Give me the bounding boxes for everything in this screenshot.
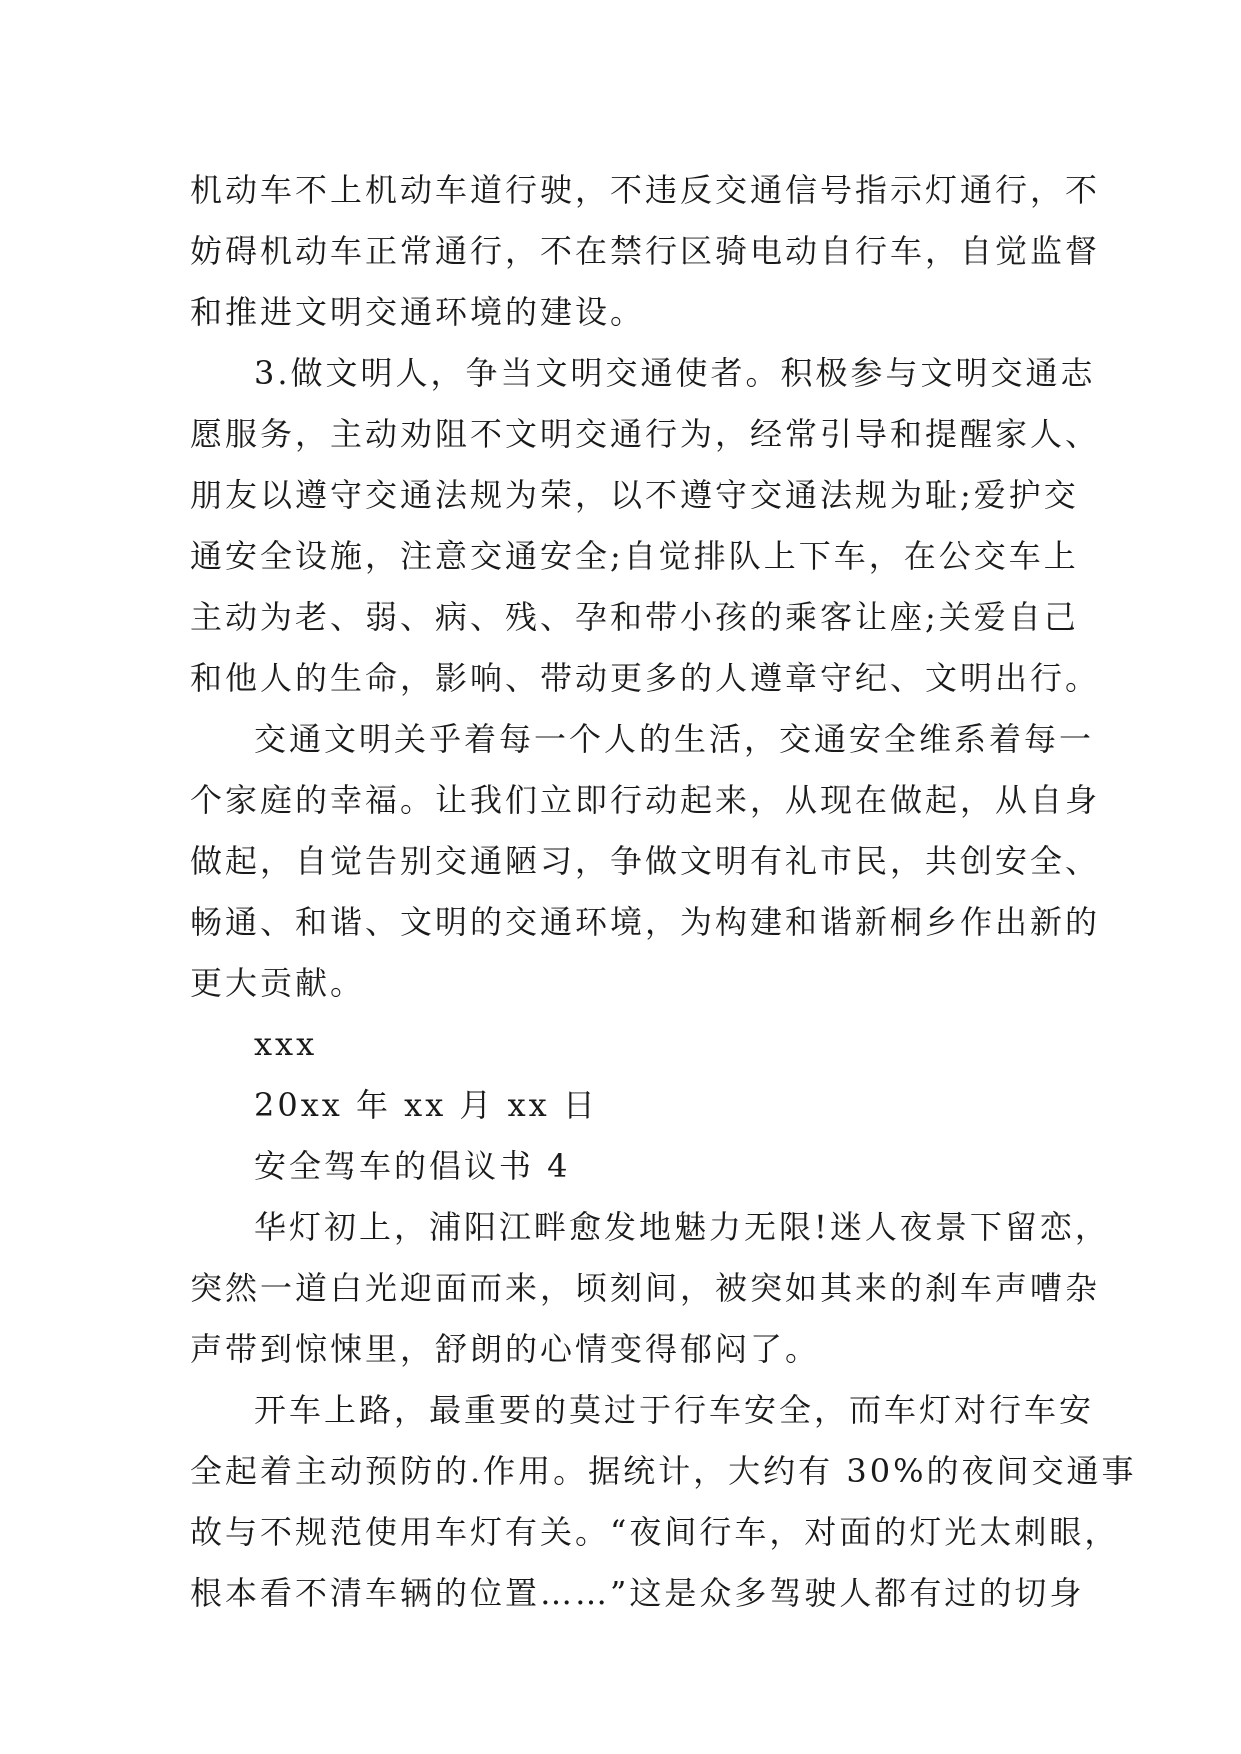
text-line: 更大贡献。 [190,964,366,1002]
text-line: 朋友以遵守交通法规为荣，以不遵守交通法规为耻;爱护交 [190,476,1079,514]
text-line: 全起着主动预防的.作用。据统计，大约有 30%的夜间交通事 [190,1452,1137,1490]
text-line: 做起，自觉告别交通陋习，争做文明有礼市民，共创安全、 [190,842,1101,880]
text-line: 声带到惊悚里，舒朗的心情变得郁闷了。 [190,1330,821,1368]
paragraph-headlights [190,1380,1137,1624]
paragraph-item-3 [190,343,1101,709]
signature: xxx [254,1025,318,1063]
paragraph-intro [190,1197,1110,1380]
text-line: 和他人的生命，影响、带动更多的人遵章守纪、文明出行。 [190,659,1101,697]
text-line: 愿服务，主动劝阻不文明交通行为，经常引导和提醒家人、 [190,415,1101,453]
paragraph-closing [190,709,1101,1014]
text-line: 机动车不上机动车道行驶，不违反交通信号指示灯通行，不 [190,171,1101,209]
text-line: 畅通、和谐、文明的交通环境，为构建和谐新桐乡作出新的 [190,903,1101,941]
text-line: 3.做文明人，争当文明交通使者。积极参与文明交通志 [254,354,1096,392]
text-line: 交通文明关乎着每一个人的生活，交通安全维系着每一 [254,720,1095,758]
text-line: 和推进文明交通环境的建设。 [190,293,646,331]
text-line: 开车上路，最重要的莫过于行车安全，而车灯对行车安 [254,1391,1095,1429]
text-line: 根本看不清车辆的位置……”这是众多驾驶人都有过的切身 [190,1574,1085,1612]
text-line: 华灯初上，浦阳江畔愈发地魅力无限!迷人夜景下留恋， [254,1208,1110,1246]
date-line: 20xx 年 xx 月 xx 日 [254,1086,598,1124]
text-line: 妨碍机动车正常通行，不在禁行区骑电动自行车，自觉监督 [190,232,1101,270]
text-line: 通安全设施，注意交通安全;自觉排队上下车，在公交车上 [190,537,1079,575]
section-title: 安全驾车的倡议书 4 [254,1147,571,1185]
text-line: 主动为老、弱、病、残、孕和带小孩的乘客让座;关爱自己 [190,598,1079,636]
document-body [190,160,1137,1624]
text-line: 个家庭的幸福。让我们立即行动起来，从现在做起，从自身 [190,781,1101,819]
text-line: 故与不规范使用车灯有关。“夜间行车，对面的灯光太刺眼， [190,1513,1120,1551]
paragraph-continuation [190,160,1101,343]
text-line: 突然一道白光迎面而来，顷刻间，被突如其来的刹车声嘈杂 [190,1269,1101,1307]
